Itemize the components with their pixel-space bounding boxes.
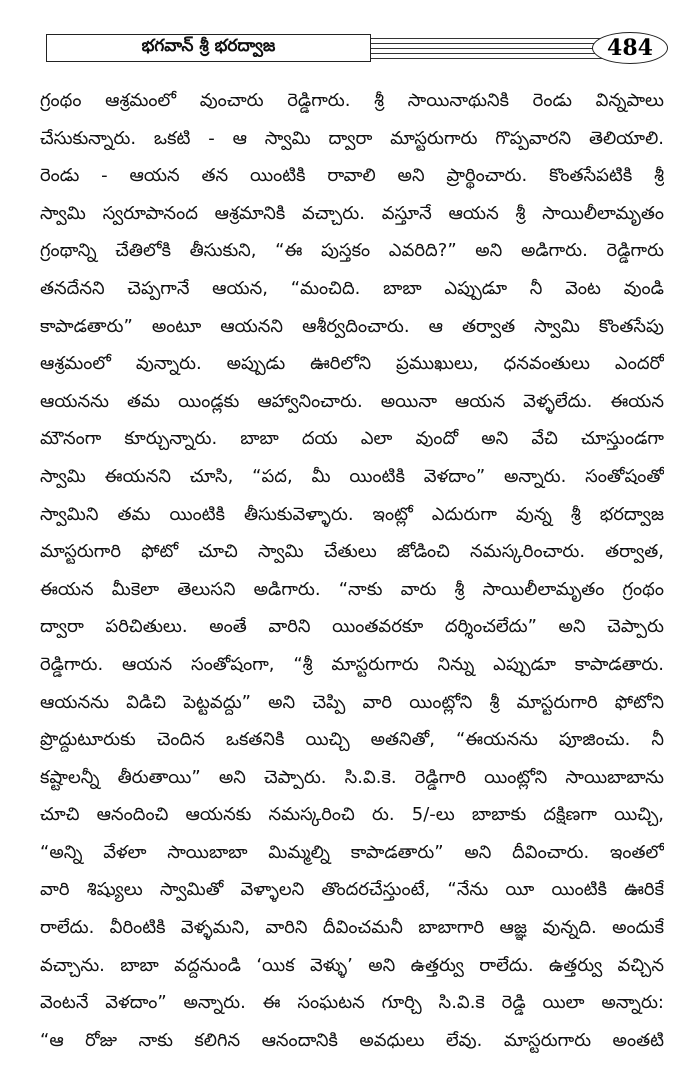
- text-line: వచ్చాను. బాబా వద్దనుండి ‘యిక వెళ్ళు’ అని ఉత్తర్వు రాలేదు. ఉత్తర్వు వచ్చిన: [40, 954, 664, 976]
- text-line: రెండు - ఆయన తన యింటికి రావాలి అని ప్రార్థించారు. కొంతసేపటికి శ్రీ: [40, 165, 664, 187]
- text-line: ఈయన మీకెలా తెలుసని అడిగారు. “నాకు వారు శ్రీ సాయిలీలామృతం గ్రంథం: [40, 578, 664, 600]
- text-line: ప్రొద్దుటూరుకు చెందిన ఒకతనికి యిచ్చి అతనితో, “ఈయనను పూజించు. నీ: [40, 729, 664, 751]
- text-line: కాపాడతారు” అంటూ ఆయనని ఆశీర్వదించారు. ఆ తర్వాత స్వామి కొంతసేపు: [40, 315, 664, 337]
- text-line: ద్వారా పరిచితులు. అంతే వారిని యింతవరకూ దర్శించలేదు” అని చెప్పారు: [40, 616, 664, 638]
- text-line: ఆయనను విడిచి పెట్టవద్దు” అని చెప్పి వారి యింట్లోని శ్రీ మాస్టరుగారి ఫోటోని: [40, 691, 664, 713]
- text-line: ఆశ్రమంలో వున్నారు. అప్పుడు ఊరిలోని ప్రముఖులు, ధనవంతులు ఎందరో: [40, 353, 664, 375]
- running-title: భగవాన్ శ్రీ భరద్వాజ: [46, 34, 371, 62]
- page-header: [32, 34, 668, 64]
- text-line: తనదేనని చెప్పగానే ఆయన, “మంచిది. బాబా ఎప్పుడూ నీ వెంట వుండి: [40, 277, 664, 299]
- text-line: వెంటనే వెళదాం” అన్నారు. ఈ సంఘటన గూర్చి సి.వి.కె రెడ్డి యిలా అన్నారు:: [40, 992, 664, 1014]
- page-number: 484: [592, 32, 668, 64]
- text-line: గ్రంథాన్ని చేతిలోకి తీసుకుని, “ఈ పుస్తకం ఎవరిది?” అని అడిగారు. రెడ్డిగారు: [40, 240, 664, 262]
- text-line: ఆయనను తమ యిండ్లకు ఆహ్వానించారు. అయినా ఆయన వెళ్ళలేదు. ఈయన: [40, 390, 664, 412]
- text-line: రాలేదు. వీరింటికి వెళ్ళమని, వారిని దీవించమనీ బాబాగారి ఆజ్ఞ వున్నది. అందుకే: [40, 917, 664, 939]
- text-line: మౌనంగా కూర్చున్నారు. బాబా దయ ఎలా వుందో అని వేచి చూస్తుండగా: [40, 428, 664, 450]
- text-line: చూచి ఆనందించి ఆయనకు నమస్కరించి రు. 5/-లు బాబాకు దక్షిణగా యిచ్చి,: [40, 804, 664, 826]
- text-line: కష్టాలన్నీ తీరుతాయి” అని చెప్పారు. సి.వి.కె. రెడ్డిగారి యింట్లోని సాయిబాబాను: [40, 766, 664, 788]
- text-line: “ఆ రోజు నాకు కలిగిన ఆనందానికి అవధులు లేవు. మాస్టరుగారు అంతటి: [40, 1029, 664, 1051]
- text-line: చేసుకున్నారు. ఒకటి - ఆ స్వామి ద్వారా మాస్టరుగారు గొప్పవారని తెలియాలి.: [40, 127, 664, 149]
- text-line: స్వామిని తమ యింటికి తీసుకువెళ్ళారు. ఇంట్లో ఎదురుగా వున్న శ్రీ భరద్వాజ: [40, 503, 664, 525]
- text-line: వారి శిష్యులు స్వామితో వెళ్ళాలని తొందరచేస్తుంటే, “నేను యీ యింటికి ఊరికే: [40, 879, 664, 901]
- text-line: స్వామి ఈయనని చూసి, “పద, మీ యింటికి వెళదాం” అన్నారు. సంతోషంతో: [40, 465, 664, 487]
- text-line: స్వామి స్వరూపానంద ఆశ్రమానికి వచ్చారు. వస్తూనే ఆయన శ్రీ సాయిలీలామృతం: [40, 202, 664, 224]
- header-rule-lines: [371, 36, 606, 60]
- text-line: గ్రంథం ఆశ్రమంలో వుంచారు రెడ్డిగారు. శ్రీ సాయినాథునికి రెండు విన్నపాలు: [40, 90, 664, 111]
- text-line: మాస్టరుగారి ఫోటో చూచి స్వామి చేతులు జోడించి నమస్కరించారు. తర్వాత,: [40, 541, 664, 563]
- text-line: రెడ్డిగారు. ఆయన సంతోషంగా, “శ్రీ మాస్టరుగారు నిన్ను ఎప్పుడూ కాపాడతారు.: [40, 653, 664, 675]
- body-text: [40, 82, 664, 1062]
- text-line: “అన్ని వేళలా సాయిబాబా మిమ్మల్ని కాపాడతారు” అని దీవించారు. ఇంతలో: [40, 841, 664, 863]
